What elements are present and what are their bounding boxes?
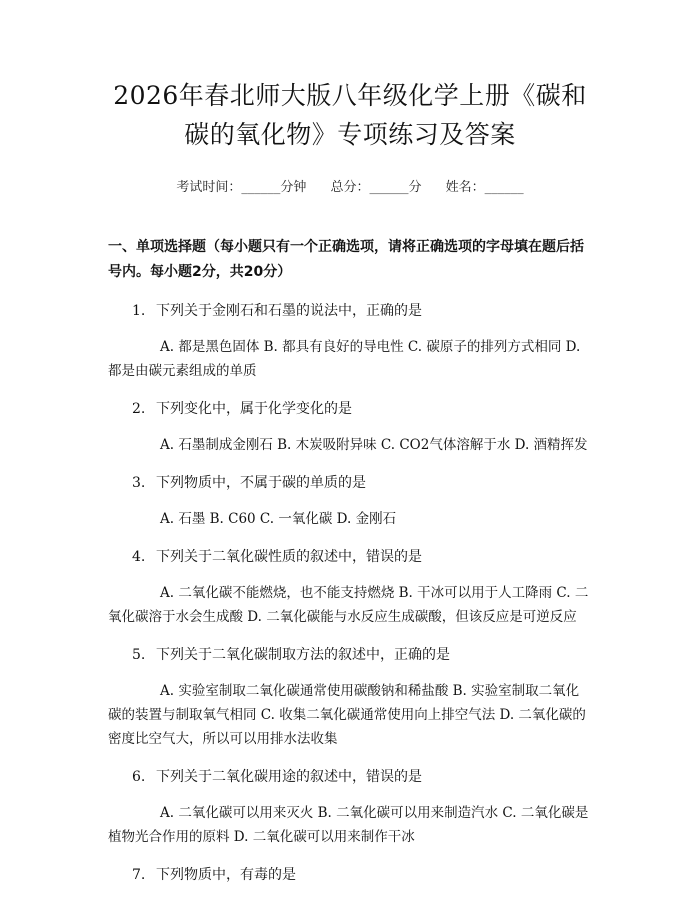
question-number: 1.: [132, 303, 146, 319]
question-item: [108, 863, 592, 887]
question-text: 下列变化中，属于化学变化的是: [156, 401, 352, 417]
exam-name: 姓名：______: [445, 180, 524, 195]
question-stem: [108, 863, 592, 887]
question-text: 下列物质中，有毒的是: [156, 867, 296, 883]
question-stem: [108, 397, 592, 421]
question-text: 下列物质中，不属于碳的单质的是: [156, 475, 366, 491]
question-list: [108, 299, 592, 887]
exam-time: 考试时间：______分钟: [176, 180, 307, 195]
question-options: A. 二氧化碳不能燃烧，也不能支持燃烧 B. 干冰可以用于人工降雨 C. 二氧化碳溶于水会生成酸 D. 二氧化碳能与水反应生成碳酸，但该反应是可逆反应: [108, 585, 589, 625]
question-text: 下列关于二氧化碳性质的叙述中，错误的是: [156, 549, 422, 565]
question-number: 5.: [132, 647, 146, 663]
question-options: A. 石墨制成金刚石 B. 木炭吸附异味 C. CO2气体溶解于水 D. 酒精挥发: [160, 437, 588, 453]
section-heading: 一、单项选择题（每小题只有一个正确选项，请将正确选项的字母填在题后括号内。每小题2分，共20分）: [108, 239, 584, 280]
question-stem: [108, 643, 592, 667]
question-stem: [108, 299, 592, 323]
question-item: [108, 397, 592, 457]
question-number: 2.: [132, 401, 146, 417]
question-number: 4.: [132, 549, 146, 565]
question-options: A. 石墨 B. C60 C. 一氧化碳 D. 金刚石: [160, 511, 397, 527]
exam-info: [108, 176, 592, 195]
question-item: [108, 765, 592, 849]
question-number: 3.: [132, 475, 146, 491]
question-item: [108, 471, 592, 531]
document-title: 2026年春北师大版八年级化学上册《碳和碳的氧化物》专项练习及答案: [113, 81, 587, 149]
question-options: A. 都是黑色固体 B. 都具有良好的导电性 C. 碳原子的排列方式相同 D. 都是由碳元素组成的单质: [108, 339, 581, 379]
question-options: A. 二氧化碳可以用来灭火 B. 二氧化碳可以用来制造汽水 C. 二氧化碳是植物光合作用的原料 D. 二氧化碳可以用来制作干冰: [108, 805, 589, 845]
question-item: [108, 299, 592, 383]
question-text: 下列关于二氧化碳用途的叙述中，错误的是: [156, 769, 422, 785]
exam-score: 总分：______分: [330, 180, 422, 195]
question-number: 7.: [132, 867, 146, 883]
question-stem: [108, 765, 592, 789]
question-item: [108, 643, 592, 751]
question-text: 下列关于金刚石和石墨的说法中，正确的是: [156, 303, 422, 319]
question-stem: [108, 471, 592, 495]
question-item: [108, 545, 592, 629]
question-stem: [108, 545, 592, 569]
question-number: 6.: [132, 769, 146, 785]
question-text: 下列关于二氧化碳制取方法的叙述中，正确的是: [156, 647, 450, 663]
question-options: A. 实验室制取二氧化碳通常使用碳酸钠和稀盐酸 B. 实验室制取二氧化碳的装置与制取氧气相同 C. 收集二氧化碳通常使用向上排空气法 D. 二氧化碳的密度比空气大，所以可以用排水法收集: [108, 683, 586, 747]
